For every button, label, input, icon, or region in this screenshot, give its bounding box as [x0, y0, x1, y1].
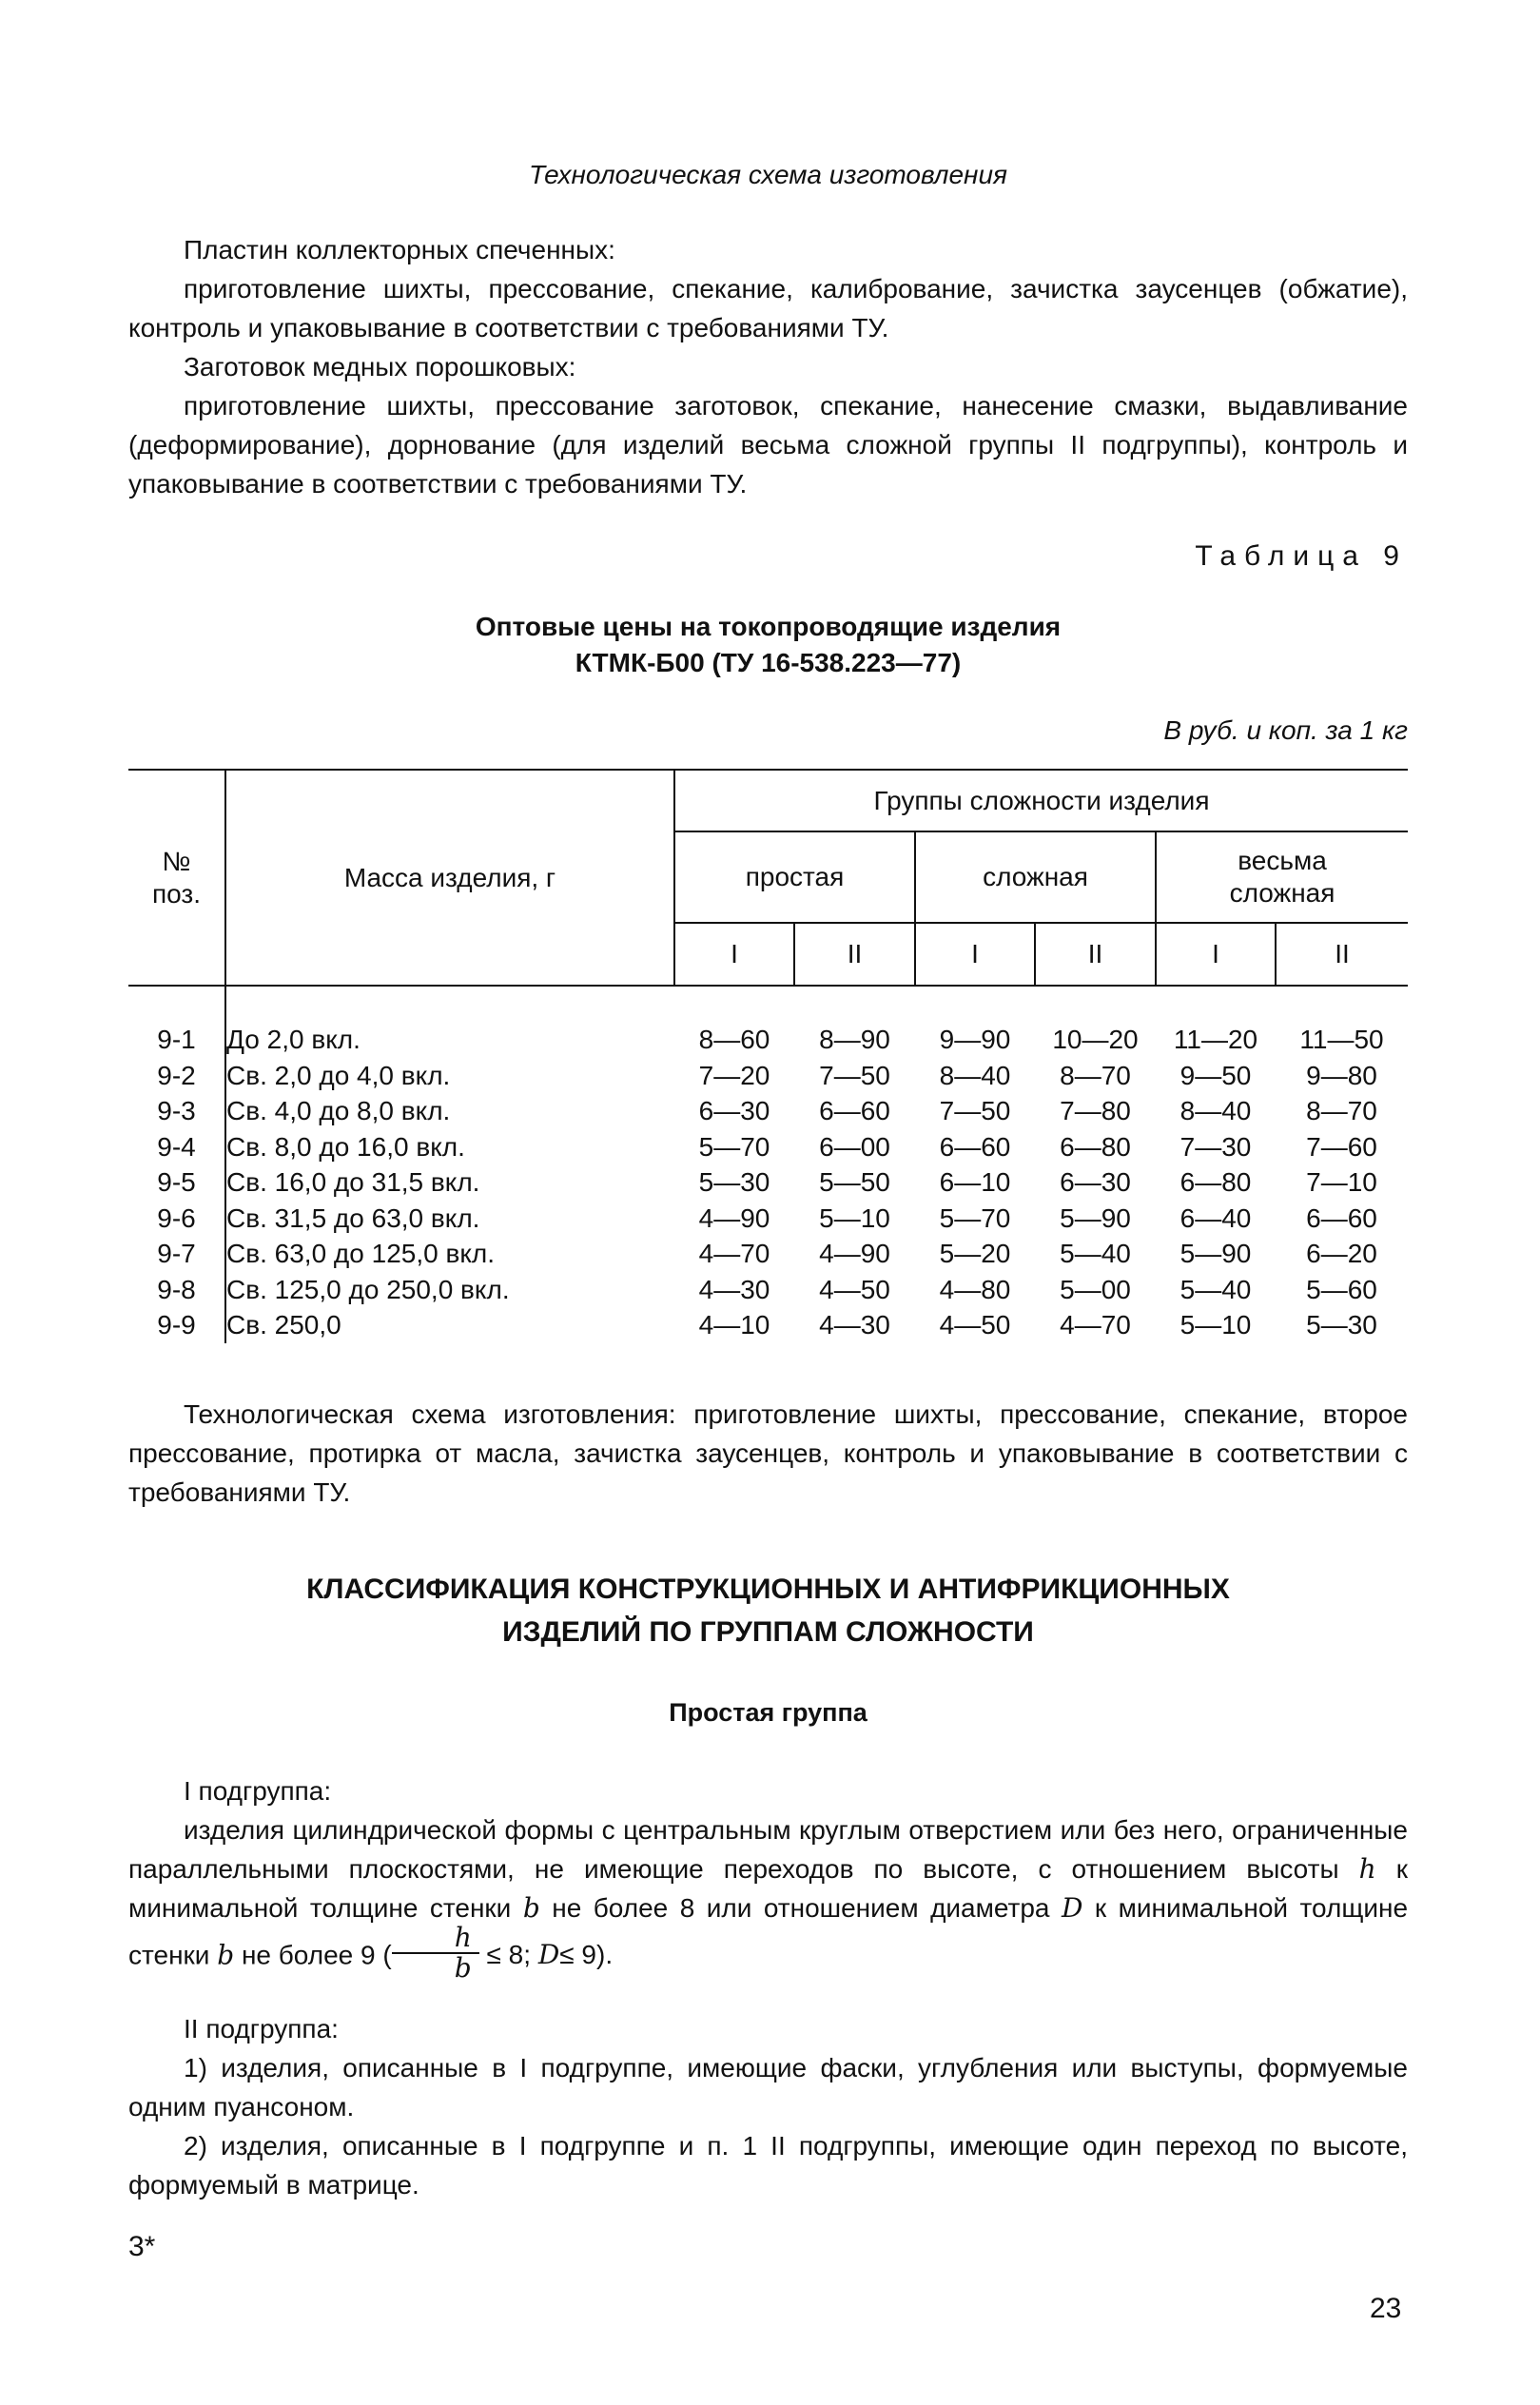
- row-position: 9-7: [157, 1239, 196, 1269]
- table-title-line2: КТМК-Б00 (ТУ 16-538.223—77): [575, 648, 962, 677]
- row-mass: Св. 63,0 до 125,0 вкл.: [225, 1237, 674, 1273]
- row-price: 4—10: [698, 1310, 770, 1340]
- group-very-complex: весьма сложная: [1156, 831, 1408, 923]
- header-title: Технологическая схема изготовления: [528, 160, 1007, 189]
- row-price: 4—90: [819, 1239, 890, 1269]
- row-position: 9-9: [157, 1310, 196, 1340]
- table-row: [128, 1058, 1408, 1094]
- row-price: 6—00: [819, 1131, 890, 1162]
- table-row: [128, 1201, 1408, 1237]
- row-price: 4—50: [819, 1274, 890, 1304]
- fraction-h-b: $\frac{h}{b}$: [392, 1924, 479, 1983]
- row-price: 8—60: [698, 1025, 770, 1055]
- table-row: [128, 1023, 1408, 1059]
- col-header-num: № поз.: [128, 771, 225, 986]
- row-price: 5—90: [1060, 1202, 1131, 1233]
- intro-section: [128, 230, 1408, 503]
- blanks-text: приготовление шихты, прессование заготовок, спекание, нанесение смазки, выдавливание (деформирование), дорнование (для изделий весьма сложной группы II подгруппы), контроль и упаковывание в соответствии с требованиями ТУ.: [128, 391, 1408, 499]
- row-price: 5—90: [1179, 1239, 1252, 1269]
- row-price: 5—20: [939, 1239, 1011, 1269]
- subgroup-1-text: изделия цилиндрической формы с центральным круглым отверстием или без него, ограниченные параллельными плоскостями, не имеющие переходов по высоте, с отношением высоты h к минимальной толщине стенки b не более 8 или отношением диаметра D к минимальной толщине стенки b не более 9 ( $\frac{h}{b}$ ≤ 8; D≤ 9).: [128, 1815, 1409, 1984]
- row-price: 7—20: [698, 1060, 770, 1090]
- table-row: [128, 1237, 1408, 1273]
- table-row: [128, 1094, 1408, 1130]
- row-price: 4—70: [1060, 1310, 1131, 1340]
- row-mass: Св. 31,5 до 63,0 вкл.: [225, 1201, 674, 1237]
- row-price: 4—30: [819, 1310, 890, 1340]
- row-price: 5—70: [698, 1131, 770, 1162]
- row-mass: Св. 2,0 до 4,0 вкл.: [225, 1058, 674, 1094]
- row-position: 9-2: [157, 1060, 196, 1090]
- row-price: 6—80: [1060, 1131, 1131, 1162]
- table-row: [128, 1165, 1408, 1202]
- row-price: 6—40: [1179, 1202, 1252, 1233]
- row-price: 5—40: [1060, 1239, 1131, 1269]
- row-price: 4—30: [698, 1274, 770, 1304]
- subgroup-1-heading: I подгруппа:: [184, 1776, 332, 1806]
- blanks-heading: Заготовок медных порошковых:: [184, 352, 576, 381]
- row-price: 5—40: [1179, 1274, 1252, 1304]
- table-row: [128, 1272, 1408, 1308]
- row-price: 9—80: [1306, 1060, 1377, 1090]
- price-table-wrap: [128, 769, 1408, 1343]
- subgroup-2: [128, 2009, 1408, 2204]
- signature-mark: 3*: [128, 2231, 156, 2262]
- row-price: 4—90: [698, 1202, 770, 1233]
- classification-heading-line1: КЛАССИФИКАЦИЯ КОНСТРУКЦИОННЫХ И АНТИФРИКЦИОННЫХ: [306, 1574, 1230, 1605]
- row-mass: Св. 4,0 до 8,0 вкл.: [225, 1094, 674, 1130]
- subgroup-header: I: [915, 923, 1035, 986]
- row-position: 9-6: [157, 1202, 196, 1233]
- row-mass: Св. 125,0 до 250,0 вкл.: [225, 1272, 674, 1308]
- row-price: 4—70: [698, 1239, 770, 1269]
- row-price: 6—60: [939, 1131, 1011, 1162]
- classification-heading: [128, 1568, 1408, 1653]
- row-price: 6—20: [1306, 1239, 1377, 1269]
- table-title: [128, 609, 1408, 681]
- subgroup-header: II: [1035, 923, 1156, 986]
- row-price: 11—50: [1299, 1025, 1384, 1055]
- row-mass: Св. 16,0 до 31,5 вкл.: [225, 1165, 674, 1202]
- row-price: 7—50: [819, 1060, 890, 1090]
- row-price: 11—20: [1173, 1025, 1258, 1055]
- group-simple: простая: [674, 831, 915, 923]
- row-price: 8—70: [1060, 1060, 1131, 1090]
- table-units: В руб. и коп. за 1 кг: [1163, 715, 1408, 745]
- row-position: 9-1: [157, 1025, 196, 1055]
- row-price: 9—90: [939, 1025, 1011, 1055]
- row-position: 9-4: [157, 1131, 196, 1162]
- row-price: 6—60: [819, 1096, 890, 1126]
- row-price: 5—10: [1179, 1310, 1252, 1340]
- row-position: 9-3: [157, 1096, 196, 1126]
- table-row: [128, 1308, 1408, 1344]
- row-price: 5—30: [1306, 1310, 1377, 1340]
- col-header-mass: Масса изделия, г: [225, 771, 674, 986]
- row-mass: Св. 250,0: [225, 1308, 674, 1344]
- row-price: 4—50: [939, 1310, 1011, 1340]
- row-price: 6—30: [1060, 1167, 1131, 1198]
- table-body: [128, 986, 1408, 1343]
- row-price: 7—60: [1306, 1131, 1377, 1162]
- classification-heading-line2: ИЗДЕЛИЙ ПО ГРУППАМ СЛОЖНОСТИ: [502, 1616, 1034, 1648]
- row-mass: До 2,0 вкл.: [225, 1023, 674, 1059]
- row-price: 5—70: [939, 1202, 1011, 1233]
- row-price: 10—20: [1052, 1025, 1139, 1055]
- row-price: 8—40: [939, 1060, 1011, 1090]
- row-price: 5—60: [1306, 1274, 1377, 1304]
- row-mass: Св. 8,0 до 16,0 вкл.: [225, 1129, 674, 1165]
- row-price: 7—10: [1306, 1167, 1377, 1198]
- subgroup-header: I: [674, 923, 794, 986]
- subgroup-1: [128, 1771, 1408, 1986]
- row-price: 7—30: [1179, 1131, 1252, 1162]
- row-price: 8—40: [1179, 1096, 1252, 1126]
- row-price: 6—30: [698, 1096, 770, 1126]
- group-complex: сложная: [915, 831, 1156, 923]
- subgroup-header: II: [1276, 923, 1408, 986]
- row-price: 8—70: [1306, 1096, 1377, 1126]
- row-price: 5—00: [1060, 1274, 1131, 1304]
- row-price: 6—10: [939, 1167, 1011, 1198]
- row-price: 5—50: [819, 1167, 890, 1198]
- row-price: 7—80: [1060, 1096, 1131, 1126]
- plates-heading: Пластин коллекторных спеченных:: [184, 235, 615, 264]
- formula: ( $\frac{h}{b}$ ≤ 8; D≤ 9).: [382, 1922, 614, 1984]
- page-number: 23: [1370, 2293, 1402, 2324]
- subgroup-2-item-2: 2) изделия, описанные в I подгруппе и п. 1 II подгруппы, имеющие один переход по высоте, формуемый в матрице.: [128, 2131, 1408, 2200]
- subgroup-header: I: [1156, 923, 1276, 986]
- table-title-line1: Оптовые цены на токопроводящие изделия: [475, 612, 1062, 641]
- row-position: 9-5: [157, 1167, 196, 1198]
- row-price: 8—90: [819, 1025, 890, 1055]
- col-header-groups: Группы сложности изделия: [674, 771, 1408, 831]
- row-price: 5—10: [819, 1202, 890, 1233]
- price-table: [128, 771, 1408, 1343]
- table-label: Таблица 9: [1195, 540, 1408, 572]
- row-price: 7—50: [939, 1096, 1011, 1126]
- simple-group-heading: Простая группа: [669, 1698, 867, 1727]
- row-price: 6—60: [1306, 1202, 1377, 1233]
- row-price: 9—50: [1179, 1060, 1252, 1090]
- subgroup-header: II: [794, 923, 915, 986]
- table-gap-row: [128, 986, 1408, 1023]
- row-position: 9-8: [157, 1274, 196, 1304]
- row-price: 4—80: [939, 1274, 1011, 1304]
- table-row: [128, 1129, 1408, 1165]
- row-price: 5—30: [698, 1167, 770, 1198]
- subgroup-2-item-1: 1) изделия, описанные в I подгруппе, имеющие фаски, углубления или выступы, формуемые одним пуансоном.: [128, 2053, 1408, 2121]
- tech-scheme-text: Технологическая схема изготовления: приготовление шихты, прессование, спекание, второе прессование, протирка от масла, зачистка заусенцев, контроль и упаковывание в соответствии с требованиями ТУ.: [128, 1399, 1408, 1507]
- subgroup-2-heading: II подгруппа:: [184, 2014, 339, 2043]
- row-price: 6—80: [1179, 1167, 1252, 1198]
- plates-text: приготовление шихты, прессование, спекание, калибрование, зачистка заусенцев (обжатие), контроль и упаковывание в соответствии с требованиями ТУ.: [128, 274, 1408, 342]
